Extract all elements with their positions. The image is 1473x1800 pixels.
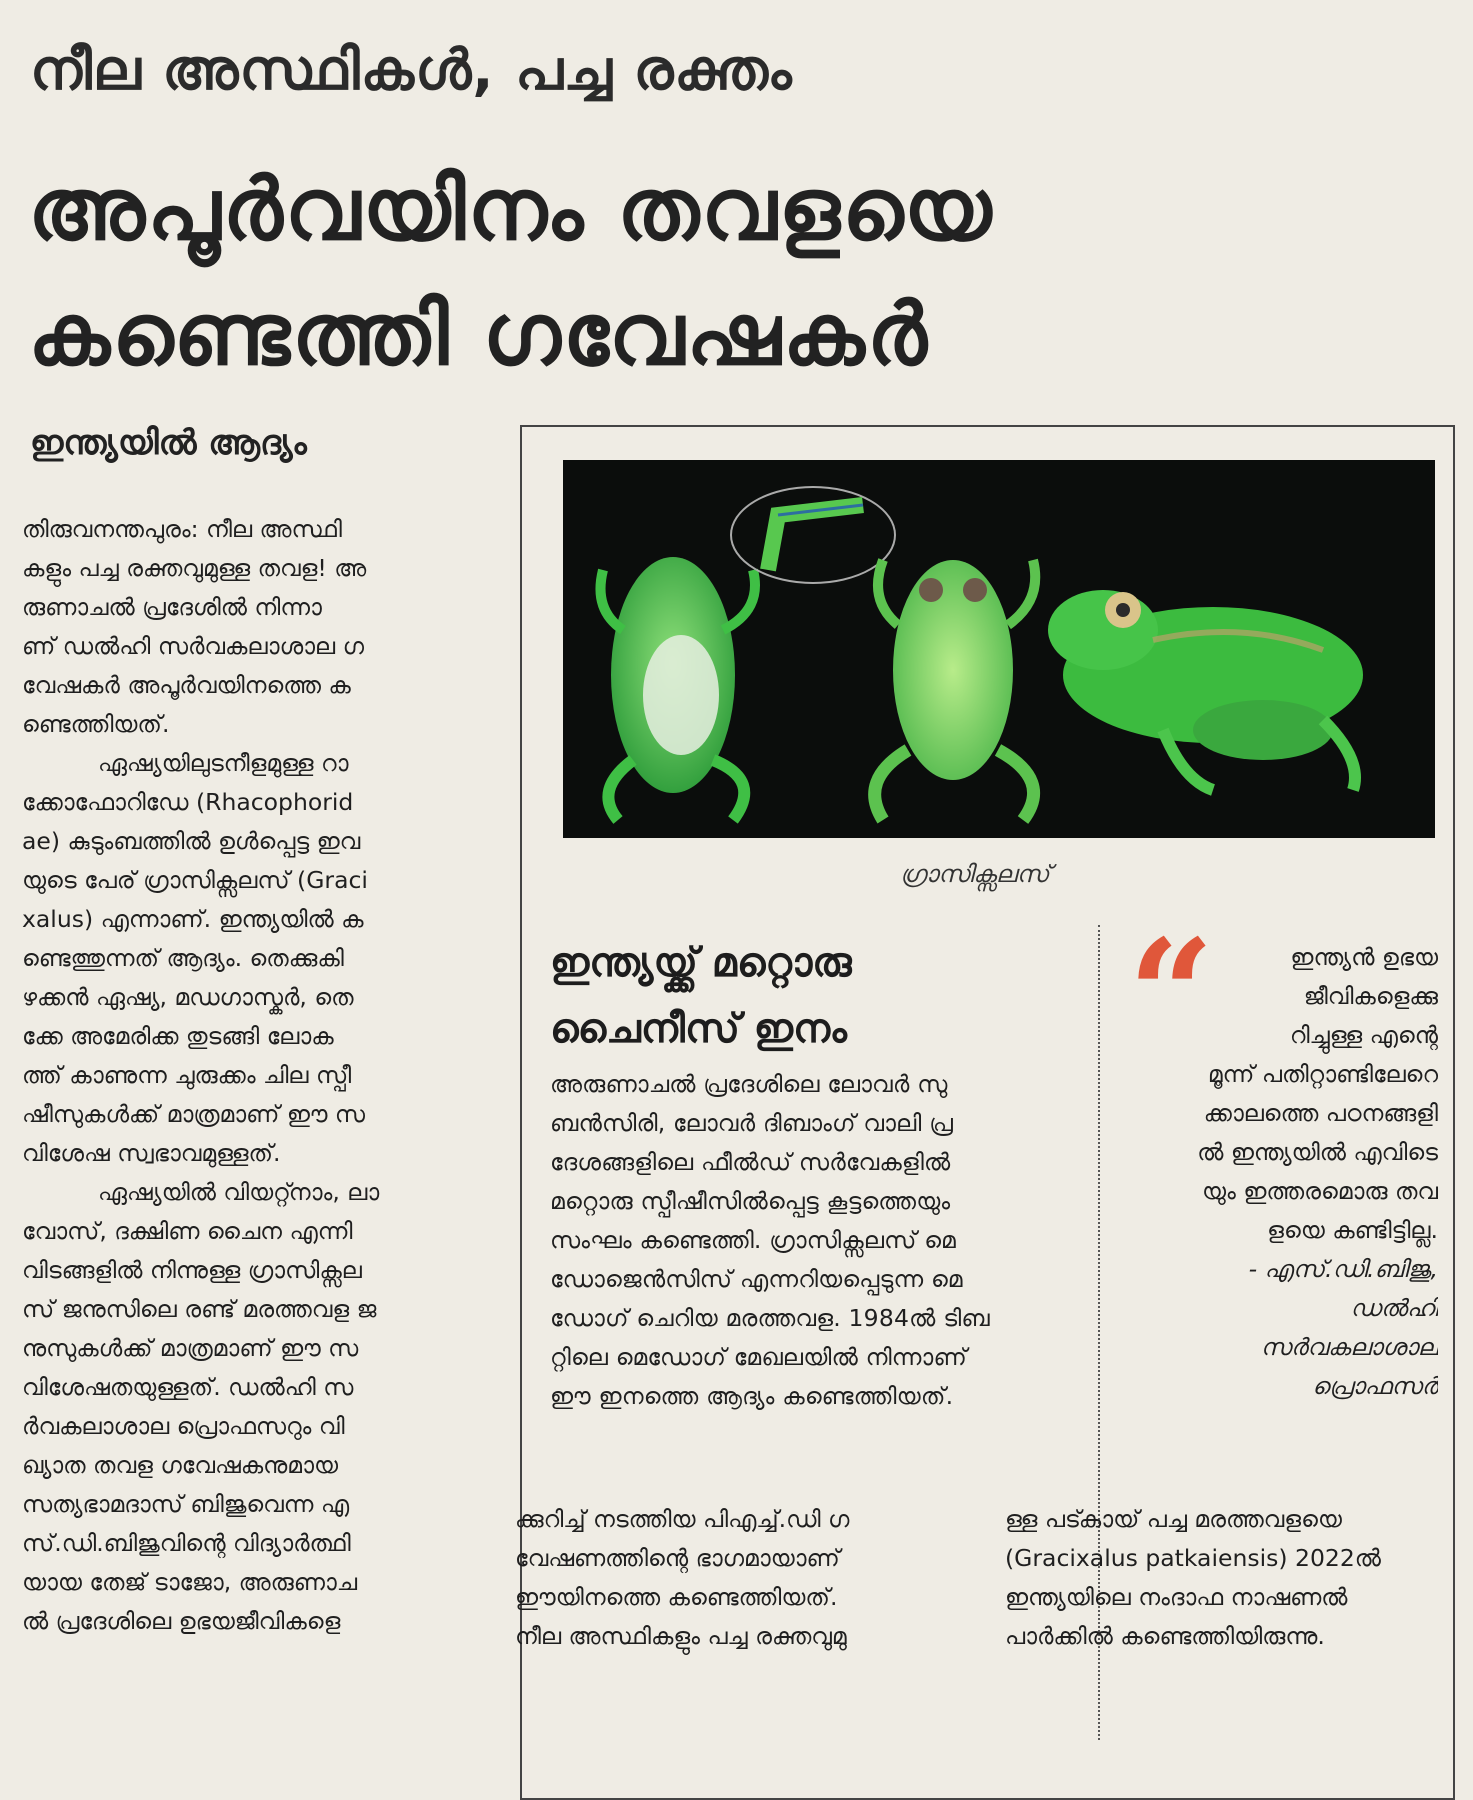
text-line: വിടങ്ങളിൽ നിന്നുള്ള ഗ്രാസിക്സല — [22, 1256, 362, 1284]
box-heading-line: ചൈനീസ് ഇനം — [550, 1006, 847, 1052]
text-line: ഡോജെൻസിസ് എന്നറിയപ്പെടുന്ന മെ — [550, 1265, 963, 1293]
text-line: മറ്റൊരു സ്പീഷീസിൽപ്പെട്ട കൂട്ടത്തെയും — [550, 1187, 951, 1215]
quote-line: ൽ ഇന്ത്യയിൽ എവിടെ — [1197, 1138, 1438, 1166]
box-heading — [550, 930, 852, 1062]
text-line: ള്ള പട്കായ് പച്ച മരത്തവളയെ — [1005, 1505, 1342, 1533]
text-line: ക്കോഫോറിഡേ (Rhacophorid — [22, 788, 354, 816]
article-column-2 — [515, 1500, 935, 1656]
text-line: പാർക്കിൽ കണ്ടെത്തിയിരുന്നു. — [1005, 1622, 1325, 1650]
text-line: യുടെ പേര് ഗ്രാസിക്സലസ് (Graci — [22, 866, 368, 894]
text-line: ക്കേ അമേരിക്ക തുടങ്ങി ലോക — [22, 1022, 334, 1050]
text-line: നീല അസ്ഥികളും പച്ച രക്തവുമു — [515, 1622, 847, 1650]
kicker-headline: നീല അസ്ഥികൾ, പച്ച രക്തം — [30, 38, 793, 103]
text-line: ണ്ടെത്തുന്നത് ആദ്യം. തെക്കുകി — [22, 944, 344, 972]
text-line: (Gracixalus patkaiensis) 2022ൽ — [1005, 1544, 1381, 1572]
text-line: ണ്ടെത്തിയത്. — [22, 710, 170, 738]
frog-dorsal-view — [875, 560, 1036, 820]
quote-line: യും ഇത്തരമൊരു തവ — [1202, 1177, 1438, 1205]
text-line: ബൻസിരി, ലോവർ ദിബാംഗ് വാലി പ്ര — [550, 1109, 954, 1137]
quote-line: ജീവികളെക്കു — [1303, 982, 1438, 1010]
quote-attribution: ഡൽഹി — [1350, 1294, 1438, 1322]
quote-line: ഇന്ത്യൻ ഉഭയ — [1290, 943, 1438, 971]
quote-line: റിച്ചുള്ള എന്റെ — [1289, 1021, 1438, 1049]
frog-ventral-view — [601, 557, 756, 820]
text-line: ഷീസുകൾക്ക് മാത്രമാണ് ഈ സ — [22, 1100, 366, 1128]
text-line: തിരുവനന്തപുരം: നീല അസ്ഥി — [22, 515, 342, 543]
text-line: രുണാചൽ പ്രദേശിൽ നിന്നാ — [22, 593, 322, 621]
text-line: വോസ്, ദക്ഷിണ ചൈന എന്നി — [22, 1217, 353, 1245]
text-line: ഴക്കൻ ഏഷ്യ, മഡഗാസ്കർ, തെ — [22, 983, 354, 1011]
article-column-3 — [1005, 1500, 1445, 1656]
quote-attribution: പ്രൊഫസർ — [1312, 1372, 1438, 1400]
text-line: ദേശങ്ങളിലെ ഫീൽഡ് സർവേകളിൽ — [550, 1148, 951, 1176]
subheadline: ഇന്ത്യയിൽ ആദ്യം — [30, 423, 307, 463]
text-line: ഏഷ്യയിൽ വിയറ്റ്നാം, ലാ — [98, 1178, 380, 1206]
quote-attribution: സർവകലാശാല — [1260, 1333, 1438, 1361]
photo-caption: ഗ്രാസിക്സലസ് — [900, 860, 1050, 888]
text-line: ഏഷ്യയിലുടനീളമുള്ള റാ — [98, 749, 349, 777]
frog-side-view — [1048, 590, 1363, 790]
text-line: ൽ പ്രദേശിലെ ഉഭയജീവികളെ — [22, 1607, 341, 1635]
text-line: ണ് ഡൽഹി സർവകലാശാല ഗ — [22, 632, 365, 660]
text-line: യായ തേജ് ടാജോ, അരുണാച — [22, 1568, 358, 1596]
text-line: വിശേഷ സ്വഭാവമുള്ളത്. — [22, 1139, 281, 1167]
box-body — [550, 1065, 1070, 1416]
text-line: കളും പച്ച രക്തവുമുള്ള തവള! അ — [22, 554, 367, 582]
pull-quote — [1128, 938, 1438, 1406]
text-line: സംഘം കണ്ടെത്തി. ഗ്രാസിക്സലസ് മെ — [550, 1226, 957, 1254]
text-line: ക്കുറിച്ച് നടത്തിയ പിഎച്ച്.ഡി ഗ — [515, 1505, 850, 1533]
quote-attribution: - എസ്.ഡി.ബിജു, — [1248, 1255, 1438, 1283]
frog-photo — [563, 460, 1435, 838]
quote-mark-icon: “ — [1128, 907, 1215, 1083]
text-line: അരുണാചൽ പ്രദേശിലെ ലോവർ സു — [550, 1070, 948, 1098]
headline-line-1: അപൂർവയിനം തവളയെ — [28, 160, 994, 260]
text-line: സത്യഭാമദാസ് ബിജുവെന്ന എ — [22, 1490, 350, 1518]
quote-line: ളയെ കണ്ടിട്ടില്ല. — [1267, 1216, 1438, 1244]
headline-line-2: കണ്ടെത്തി ഗവേഷകർ — [28, 285, 929, 385]
text-line: വിശേഷതയുള്ളത്. ഡൽഹി സ — [22, 1373, 354, 1401]
frog-illustration — [563, 460, 1435, 838]
box-heading-line: ഇന്ത്യയ്ക്ക് മറ്റൊരു — [550, 940, 852, 986]
text-line: ഡോഗ് ചെറിയ മരത്തവള. 1984ൽ ടിബ — [550, 1304, 990, 1332]
text-line: റ്റിലെ മെഡോഗ് മേഖലയിൽ നിന്നാണ് — [550, 1343, 968, 1371]
bone-inset — [731, 487, 895, 583]
text-line: ഇന്ത്യയിലെ നംദാഫ നാഷണൽ — [1005, 1583, 1348, 1611]
text-line: ത്ത് കാണുന്ന ചുരുക്കം ചില സ്പീ — [22, 1061, 352, 1089]
quote-line: ക്കാലത്തെ പഠനങ്ങളി — [1203, 1099, 1438, 1127]
text-line: സ് ജനുസിലെ രണ്ട് മരത്തവള ജ — [22, 1295, 377, 1323]
text-line: വേഷകർ അപൂർവയിനത്തെ ക — [22, 671, 351, 699]
text-line: നുസുകൾക്ക് മാത്രമാണ് ഈ സ — [22, 1334, 359, 1362]
text-line: xalus) എന്നാണ്. ഇന്ത്യയിൽ ക — [22, 905, 364, 933]
text-line: ഈ ഇനത്തെ ആദ്യം കണ്ടെത്തിയത്. — [550, 1382, 954, 1410]
article-column-1 — [22, 510, 459, 1641]
text-line: ae) കുടുംബത്തിൽ ഉൾപ്പെട്ട ഇവ — [22, 827, 361, 855]
text-line: വേഷണത്തിന്റെ ഭാഗമായാണ് — [515, 1544, 840, 1572]
text-line: സ്.ഡി.ബിജുവിന്റെ വിദ്യാർത്ഥി — [22, 1529, 351, 1557]
text-line: ഖ്യാത തവള ഗവേഷകനുമായ — [22, 1451, 338, 1479]
quote-line: മൂന്ന് പതിറ്റാണ്ടിലേറെ — [1207, 1060, 1438, 1088]
text-line: ർവകലാശാല പ്രൊഫസറും വി — [22, 1412, 345, 1440]
text-line: ഈയിനത്തെ കണ്ടെത്തിയത്. — [515, 1583, 838, 1611]
